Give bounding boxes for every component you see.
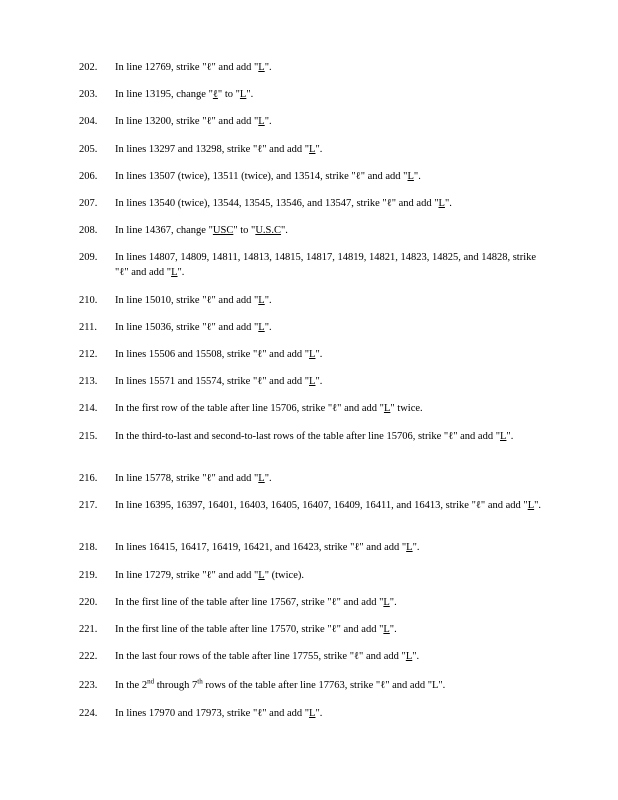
list-item [79, 430, 549, 445]
list-item [79, 707, 549, 722]
item-number: 208. [79, 225, 98, 236]
item-text: In lines 13507 (twice), 13511 (twice), and 13514, strike "ℓ" and add "L". [115, 171, 421, 182]
item-text: In line 15010, strike "ℓ" and add "L". [115, 295, 272, 306]
item-text: In lines 13297 and 13298, strike "ℓ" and add "L". [115, 144, 323, 155]
item-number: 222. [79, 651, 98, 662]
item-number: 215. [79, 431, 98, 442]
list-item [79, 348, 549, 363]
item-number: 202. [79, 62, 98, 73]
item-number: 220. [79, 597, 98, 608]
list-item [79, 375, 549, 390]
item-number: 213. [79, 376, 98, 387]
item-text: In the first row of the table after line 15706, strike "ℓ" and add "L" twice. [115, 403, 423, 414]
list-item [79, 61, 549, 76]
list-item [79, 251, 549, 280]
item-text: In lines 15571 and 15574, strike "ℓ" and add "L". [115, 376, 323, 387]
item-text: In line 15036, strike "ℓ" and add "L". [115, 322, 272, 333]
list-item [79, 650, 549, 665]
item-number: 203. [79, 89, 98, 100]
list-item [79, 115, 549, 130]
ordinal-suffix: th [197, 677, 203, 686]
list-item [79, 596, 549, 611]
item-number: 221. [79, 624, 98, 635]
item-number: 205. [79, 144, 98, 155]
item-text: In lines 17970 and 17973, strike "ℓ" and add "L". [115, 708, 323, 719]
item-text: In lines 13540 (twice), 13544, 13545, 13546, and 13547, strike "ℓ" and add "L". [115, 198, 452, 209]
item-number: 214. [79, 403, 98, 414]
item-number: 224. [79, 708, 98, 719]
item-number: 204. [79, 116, 98, 127]
item-number: 218. [79, 542, 98, 553]
item-number: 207. [79, 198, 98, 209]
list-item [79, 623, 549, 638]
item-text: In the 2nd through 7th rows of the table after line 17763, strike "ℓ" and add "L". [115, 677, 446, 691]
list-item [79, 170, 549, 185]
list-item [79, 197, 549, 212]
item-text: In lines 14807, 14809, 14811, 14813, 14815, 14817, 14819, 14821, 14823, 14825, and 14828, strike "ℓ" and add "L". [115, 252, 537, 278]
ordinal-suffix: nd [147, 677, 155, 686]
item-number: 212. [79, 349, 98, 360]
item-number: 210. [79, 295, 98, 306]
item-text: In line 14367, change "USC" to "U.S.C". [115, 225, 288, 236]
list-item [79, 88, 549, 103]
list-item [79, 321, 549, 336]
item-text: In line 12769, strike "ℓ" and add "L". [115, 62, 272, 73]
list-item [79, 569, 549, 584]
item-number: 219. [79, 570, 98, 581]
item-number: 216. [79, 473, 98, 484]
list-item [79, 472, 549, 487]
item-text: In the first line of the table after line 17567, strike "ℓ" and add "L". [115, 597, 397, 608]
list-item [79, 224, 549, 239]
list-item [79, 679, 549, 694]
list-item [79, 143, 549, 158]
list-item [79, 541, 549, 556]
item-number: 223. [79, 680, 98, 691]
item-text: In the first line of the table after line 17570, strike "ℓ" and add "L". [115, 624, 397, 635]
list-item [79, 294, 549, 309]
item-text: In the last four rows of the table after line 17755, strike "ℓ" and add "L". [115, 651, 420, 662]
item-number: 211. [79, 322, 97, 333]
item-text: In line 17279, strike "ℓ" and add "L" (twice). [115, 570, 304, 581]
list-item [79, 402, 549, 417]
list-item [79, 499, 549, 514]
item-number: 206. [79, 171, 98, 182]
item-number: 217. [79, 500, 98, 511]
item-text: In the third-to-last and second-to-last rows of the table after line 15706, strike "ℓ" and add "L". [115, 431, 514, 442]
item-text: In line 13200, strike "ℓ" and add "L". [115, 116, 272, 127]
item-number: 209. [79, 252, 98, 263]
item-text: In line 16395, 16397, 16401, 16403, 16405, 16407, 16409, 16411, and 16413, strike "ℓ" and add "L". [115, 500, 542, 511]
item-text: In line 15778, strike "ℓ" and add "L". [115, 473, 272, 484]
item-text: In lines 15506 and 15508, strike "ℓ" and add "L". [115, 349, 323, 360]
item-text: In lines 16415, 16417, 16419, 16421, and 16423, strike "ℓ" and add "L". [115, 542, 420, 553]
item-text: In line 13195, change "ℓ" to "L". [115, 89, 254, 100]
